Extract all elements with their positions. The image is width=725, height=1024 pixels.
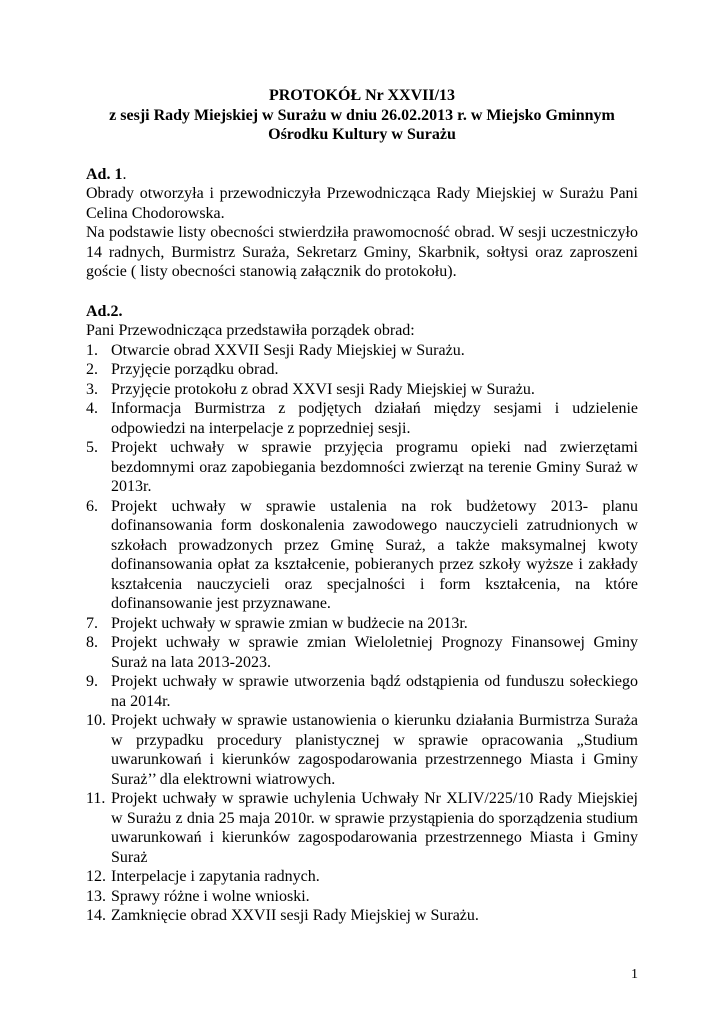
agenda-item (86, 711, 638, 789)
agenda-item (86, 341, 638, 361)
agenda-item-number: 8. (86, 634, 98, 651)
agenda-item-number: 10. (86, 712, 106, 729)
ad1-paragraph-2: Na podstawie listy obecności stwierdziła prawomocność obrad. W sesji uczestniczyło 14 radnych, Burmistrz Suraża, Sekretarz Gminy, Skarbnik, sołtysi oraz zaproszeni goście ( listy obecności stanowią załącznik do protokołu). (86, 224, 638, 280)
agenda-item (86, 614, 638, 634)
agenda-item-text: Sprawy różne i wolne wnioski. (111, 887, 310, 905)
ad1-heading-dot: . (122, 165, 127, 183)
agenda-item (86, 399, 638, 438)
agenda-item-number: 9. (86, 673, 98, 690)
agenda-item-number: 5. (86, 439, 98, 456)
agenda-item-text: Projekt uchwały w sprawie ustanowienia o kierunku działania Burmistrza Suraża w przypadku procedury planistycznej w sprawie opracowania „Studium uwarunkowań i kierunków zagospodarowania przestrzennego Miasta i Gminy Suraż’’ dla elektrowni wiatrowych. (111, 712, 638, 788)
agenda-item-number: 12. (86, 868, 106, 885)
document-title (86, 86, 638, 145)
agenda-item-text: Projekt uchwały w sprawie zmian w budżecie na 2013r. (111, 614, 468, 632)
agenda-item (86, 867, 638, 887)
agenda-item-text: Projekt uchwały w sprawie ustalenia na rok budżetowy 2013- planu dofinansowania form doskonalenia zawodowego nauczycieli zatrudnionych w szkołach prowadzonych przez Gminę Suraż, a także maksymalnej kwoty dofinansowania opłat za kształcenie, pobieranych przez szkoły wyższe i zakłady kształcenia nauczycieli oraz specjalności i form kształcenia, na które dofinansowanie jest przyznawane. (111, 497, 638, 612)
agenda-item-number: 1. (86, 341, 98, 359)
agenda-item-number: 4. (86, 400, 98, 417)
agenda-list (86, 341, 638, 926)
agenda-item-text: Zamknięcie obrad XXVII sesji Rady Miejskiej w Surażu. (111, 907, 479, 924)
agenda-item (86, 906, 638, 926)
page-number: 1 (631, 967, 638, 982)
agenda-item-text: Projekt uchwały w sprawie uchylenia Uchwały Nr XLIV/225/10 Rady Miejskiej w Surażu z dnia 25 maja 2010r. w sprawie przystąpienia do sporządzenia studium uwarunkowań i kierunków zagospodarowania przestrzennego Miasta i Gminy Suraż (111, 790, 638, 866)
agenda-item-text: Projekt uchwały w sprawie przyjęcia programu opieki nad zwierzętami bezdomnymi oraz zapobiegania bezdomności zwierząt na terenie Gminy Suraż w 2013r. (111, 439, 638, 495)
agenda-item-text: Projekt uchwały w sprawie zmian Wieloletniej Prognozy Finansowej Gminy Suraż na lata 2013-2023. (111, 634, 638, 671)
agenda-item (86, 360, 638, 380)
agenda-item (86, 497, 638, 614)
ad1-paragraph-1: Obrady otworzyła i przewodniczyła Przewodnicząca Rady Miejskiej w Surażu Pani Celina Chodorowska. (86, 185, 638, 222)
agenda-item-text: Informacja Burmistrza z podjętych działań między sesjami i udzielenie odpowiedzi na interpelacje z poprzedniej sesji. (111, 400, 638, 437)
ad1-heading-text: Ad. 1 (86, 165, 123, 183)
agenda-item-number: 7. (86, 614, 98, 632)
agenda-item-text: Przyjęcie porządku obrad. (111, 361, 279, 378)
agenda-item-number: 2. (86, 361, 98, 378)
agenda-item (86, 633, 638, 672)
title-line-3: Ośrodku Kultury w Surażu (268, 126, 456, 143)
agenda-item-number: 6. (86, 497, 98, 515)
agenda-item-number: 3. (86, 380, 98, 398)
agenda-item-number: 11. (86, 790, 106, 807)
section-ad2-heading: Ad.2. (86, 302, 123, 320)
agenda-item (86, 438, 638, 497)
agenda-item-text: Projekt uchwały w sprawie utworzenia bądź odstąpienia od funduszu sołeckiego na 2014r. (111, 673, 638, 710)
agenda-item-number: 14. (86, 907, 106, 924)
agenda-item-text: Interpelacje i zapytania radnych. (111, 868, 320, 885)
agenda-item (86, 887, 638, 907)
document-page (86, 86, 638, 926)
agenda-item (86, 672, 638, 711)
title-line-2: z sesji Rady Miejskiej w Surażu w dniu 26.02.2013 r. w Miejsko Gminnym (109, 106, 615, 124)
section-ad1 (86, 165, 638, 282)
agenda-item-text: Otwarcie obrad XXVII Sesji Rady Miejskiej w Surażu. (111, 341, 465, 359)
agenda-item-text: Przyjęcie protokołu z obrad XXVI sesji Rady Miejskiej w Surażu. (111, 380, 535, 398)
title-line-1: PROTOKÓŁ Nr XXVII/13 (268, 87, 456, 104)
agenda-item (86, 789, 638, 867)
agenda-item-number: 13. (86, 887, 106, 905)
agenda-item (86, 380, 638, 400)
ad2-intro: Pani Przewodnicząca przedstawiła porządek obrad: (86, 322, 415, 339)
section-ad2 (86, 302, 638, 926)
section-ad1-heading (86, 165, 638, 185)
